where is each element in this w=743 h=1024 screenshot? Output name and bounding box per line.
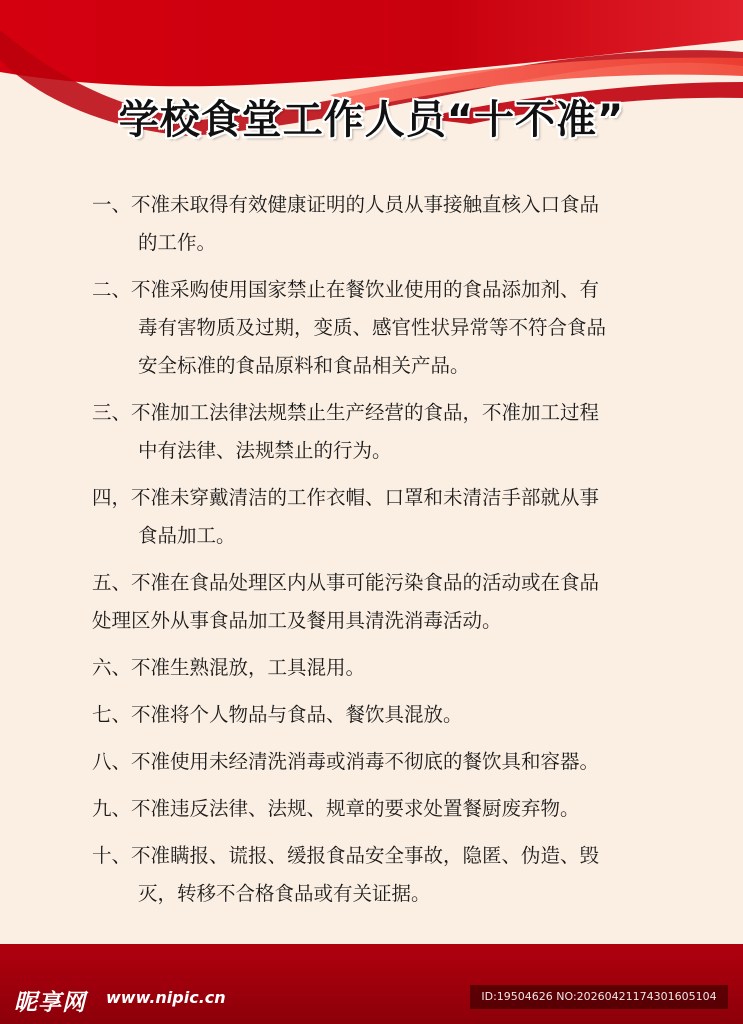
rule-line: 三、不准加工法律法规禁止生产经营的食品，不准加工过程 <box>92 401 600 424</box>
rule-item <box>92 394 672 470</box>
rule-line: 安全标准的食品原料和食品相关产品。 <box>138 354 470 377</box>
rule-line: 一、不准未取得有效健康证明的人员从事接触直核入口食品 <box>92 193 600 216</box>
rule-item <box>92 271 672 385</box>
rule-line: 中有法律、法规禁止的行为。 <box>138 439 392 462</box>
rule-line: 毒有害物质及过期，变质、感官性状异常等不符合食品 <box>138 316 607 339</box>
rule-line: 二、不准采购使用国家禁止在餐饮业使用的食品添加剂、有 <box>92 278 600 301</box>
rule-line: 食品加工。 <box>138 524 236 547</box>
rule-item <box>92 564 672 640</box>
rule-line: 的工作。 <box>138 231 217 254</box>
rules-list <box>92 186 672 922</box>
rule-line: 九、不准违反法律、法规、规章的要求处置餐厨废弃物。 <box>92 797 580 820</box>
rule-line: 灭，转移不合格食品或有关证据。 <box>138 882 431 905</box>
footer-band <box>0 944 743 1024</box>
page-title: 学校食堂工作人员“十不准” <box>118 97 625 143</box>
watermark-logo: 昵享网 <box>14 990 86 1016</box>
rule-item <box>92 743 672 781</box>
rule-item <box>92 696 672 734</box>
rule-item <box>92 479 672 555</box>
rule-line: 处理区外从事食品加工及餐用具清洗消毒活动。 <box>92 609 502 632</box>
rule-line: 四，不准未穿戴清洁的工作衣帽、口罩和未清洁手部就从事 <box>92 486 600 509</box>
rule-item <box>92 790 672 828</box>
watermark-url: www.nipic.cn <box>106 988 226 1007</box>
rule-item <box>92 649 672 687</box>
rule-line: 八、不准使用未经清洗消毒或消毒不彻底的餐饮具和容器。 <box>92 750 600 773</box>
rule-line: 七、不准将个人物品与食品、餐饮具混放。 <box>92 703 463 726</box>
watermark-id: ID:19504626 NO:20260421174301605104 <box>470 985 728 1009</box>
rule-line: 五、不准在食品处理区内从事可能污染食品的活动或在食品 <box>92 571 600 594</box>
rule-item <box>92 186 672 262</box>
rule-line: 六、不准生熟混放，工具混用。 <box>92 656 366 679</box>
rule-line: 十、不准瞒报、谎报、缓报食品安全事故，隐匿、伪造、毁 <box>92 844 600 867</box>
rule-item <box>92 837 672 913</box>
